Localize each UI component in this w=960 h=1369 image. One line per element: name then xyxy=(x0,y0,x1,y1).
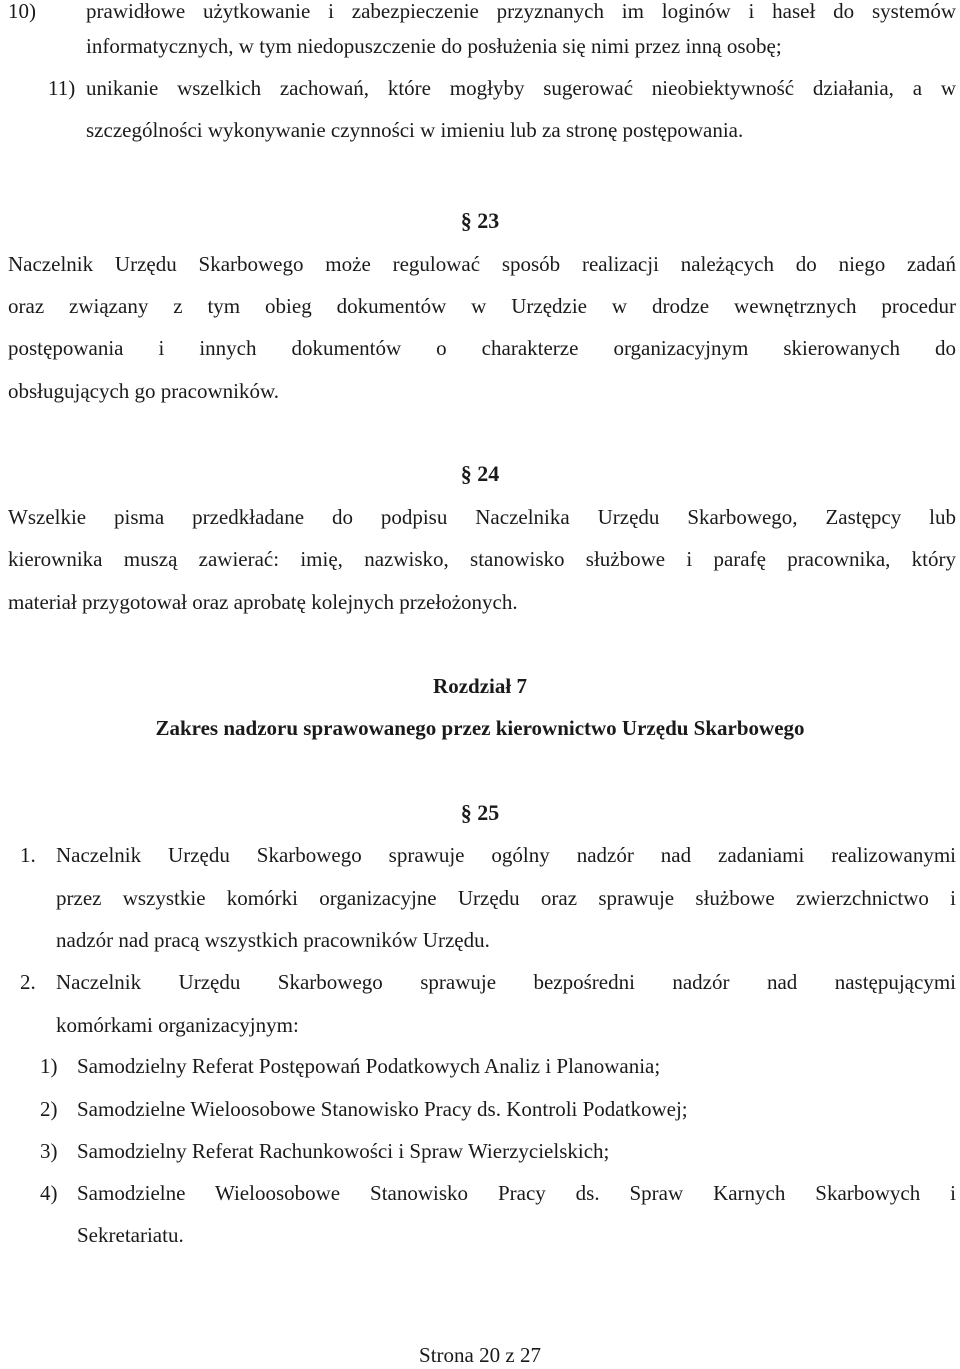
list-item-number: 4) xyxy=(40,1181,58,1205)
paragraph-line: przez wszystkie komórki organizacyjne Urzędu oraz sprawuje służbowe zwierzchnictwo i xyxy=(56,886,956,910)
list-item-text: szczególności wykonywanie czynności w imieniu lub za stronę postępowania. xyxy=(86,118,744,142)
list-item-number: 3) xyxy=(40,1139,58,1163)
section-heading: § 24 xyxy=(460,461,500,486)
list-item-text: informatycznych, w tym niedopuszczenie do posłużenia się nimi przez inną osobę; xyxy=(86,34,782,58)
section-heading: § 25 xyxy=(460,800,500,825)
paragraph-line: obsługujących go pracowników. xyxy=(8,379,279,403)
list-item-text: unikanie wszelkich zachowań, które mogłyby sugerować nieobiektywność działania, a w xyxy=(86,76,956,100)
page-number: Strona 20 z 27 xyxy=(419,1343,541,1367)
chapter-title: Rozdział 7 xyxy=(433,674,527,698)
paragraph-number: 2. xyxy=(20,970,36,994)
paragraph-line: komórkami organizacyjnym: xyxy=(56,1013,299,1037)
chapter-subtitle: Zakres nadzoru sprawowanego przez kierownictwo Urzędu Skarbowego xyxy=(155,716,805,740)
paragraph-number: 1. xyxy=(20,843,36,867)
paragraph-line: Naczelnik Urzędu Skarbowego sprawuje ogólny nadzór nad zadaniami realizowanymi xyxy=(56,843,956,867)
paragraph-line: materiał przygotował oraz aprobatę kolejnych przełożonych. xyxy=(8,590,518,614)
list-item-number: 11) xyxy=(48,76,76,100)
paragraph-line: Naczelnik Urzędu Skarbowego może regulować sposób realizacji należących do niego zadań xyxy=(8,252,956,276)
paragraph-line: postępowania i innych dokumentów o charakterze organizacyjnym skierowanych do xyxy=(8,336,956,360)
list-item-number: 10) xyxy=(8,0,36,23)
section-heading: § 23 xyxy=(460,208,500,233)
paragraph-line: Wszelkie pisma przedkładane do podpisu Naczelnika Urzędu Skarbowego, Zastępcy lub xyxy=(8,505,956,529)
list-item-text: Sekretariatu. xyxy=(77,1223,184,1247)
list-item-text: Samodzielny Referat Postępowań Podatkowych Analiz i Planowania; xyxy=(77,1054,661,1078)
list-item-text: Samodzielne Wieloosobowe Stanowisko Pracy ds. Kontroli Podatkowej; xyxy=(77,1097,688,1121)
paragraph-line: kierownika muszą zawierać: imię, nazwisko, stanowisko służbowe i parafę pracownika, który xyxy=(8,547,956,571)
list-item-text: Samodzielne Wieloosobowe Stanowisko Pracy ds. Spraw Karnych Skarbowych i xyxy=(77,1181,956,1205)
list-item-text: Samodzielny Referat Rachunkowości i Spraw Wierzycielskich; xyxy=(77,1139,610,1163)
list-item-text: prawidłowe użytkowanie i zabezpieczenie przyznanych im loginów i haseł do systemów xyxy=(86,0,956,23)
paragraph-line: nadzór nad pracą wszystkich pracowników Urzędu. xyxy=(56,928,490,952)
paragraph-line: Naczelnik Urzędu Skarbowego sprawuje bezpośredni nadzór nad następującymi xyxy=(56,970,956,994)
list-item-number: 1) xyxy=(40,1054,58,1078)
paragraph-line: oraz związany z tym obieg dokumentów w Urzędzie w drodze wewnętrznych procedur xyxy=(8,294,956,318)
list-item-number: 2) xyxy=(40,1097,58,1121)
